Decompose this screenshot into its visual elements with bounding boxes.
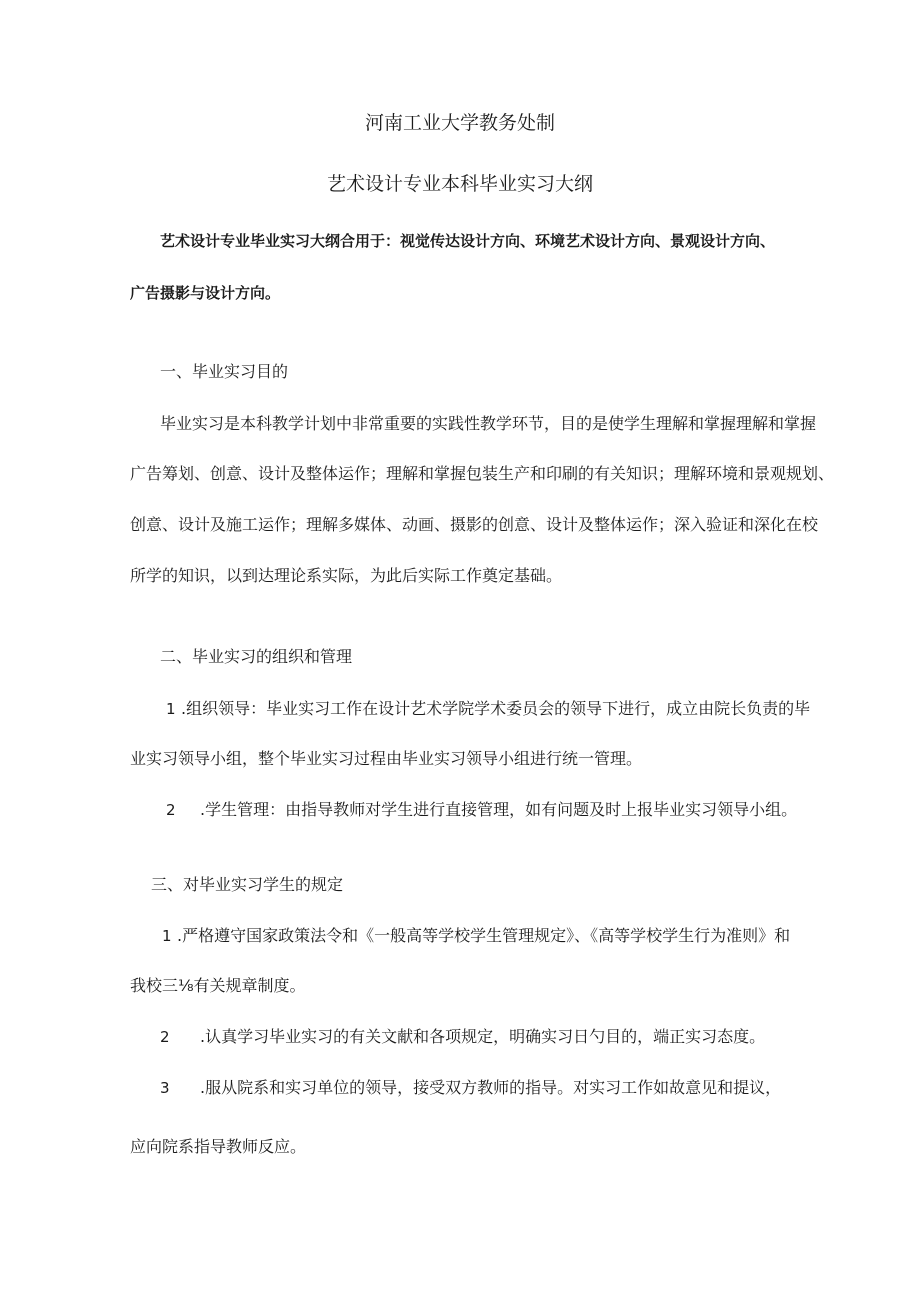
paragraph-line: 广告筹划、创意、设计及整体运作；理解和掌握包装生产和印刷的有关知识；理解环境和景观规划、 (130, 464, 835, 483)
item-line: 我校三⅛有关规章制度。 (130, 976, 306, 995)
item-line: .学生管理：由指导教师对学生进行直接管理，如有问题及时上报毕业实习领导小组。 (200, 800, 798, 819)
item-number: 1 (166, 700, 176, 718)
document-title: 艺术设计专业本科毕业实习大纲 (326, 173, 593, 195)
item-line: 应向院系指导教师反应。 (130, 1137, 307, 1156)
paragraph-line: 毕业实习是本科教学计划中非常重要的实践性教学环节，目的是使学生理解和掌握理解和掌握 (160, 414, 817, 433)
paragraph-line: 创意、设计及施工运作；理解多媒体、动画、摄影的创意、设计及整体运作；深入验证和深化在校 (130, 515, 819, 534)
intro-line: 艺术设计专业毕业实习大纲合用于：视觉传达设计方向、环境艺术设计方向、景观设计方向、 (160, 232, 776, 250)
item-number: 2 (160, 1028, 170, 1046)
section-heading: 三、对毕业实习学生的规定 (151, 875, 344, 894)
item-line: .严格遵守国家政策法令和《一般高等学校学生管理规定》、《高等学校学生行为准则》和 (177, 926, 791, 945)
item-line: 业实习领导小组，整个毕业实习过程由毕业实习领导小组进行统一管理。 (130, 749, 643, 768)
item-line: .组织领导：毕业实习工作在设计艺术学院学术委员会的领导下进行，成立由院长负责的毕 (181, 699, 811, 718)
section-heading: 一、毕业实习目的 (160, 362, 289, 381)
intro-line: 广告摄影与设计方向。 (130, 284, 281, 302)
item-number: 2 (166, 801, 176, 819)
item-number: 1 (162, 927, 172, 945)
paragraph-line: 所学的知识，以到达理论系实际，为此后实际工作奠定基础。 (130, 566, 563, 585)
section-heading: 二、毕业实习的组织和管理 (160, 647, 353, 666)
item-line: .服从院系和实习单位的领导，接受双方教师的指导。对实习工作如故意见和提议， (200, 1078, 782, 1097)
item-number: 3 (160, 1079, 170, 1097)
item-line: .认真学习毕业实习的有关文献和各项规定，明确实习日勺目的，端正实习态度。 (200, 1027, 766, 1046)
issuer-line: 河南工业大学教务处制 (364, 112, 555, 134)
